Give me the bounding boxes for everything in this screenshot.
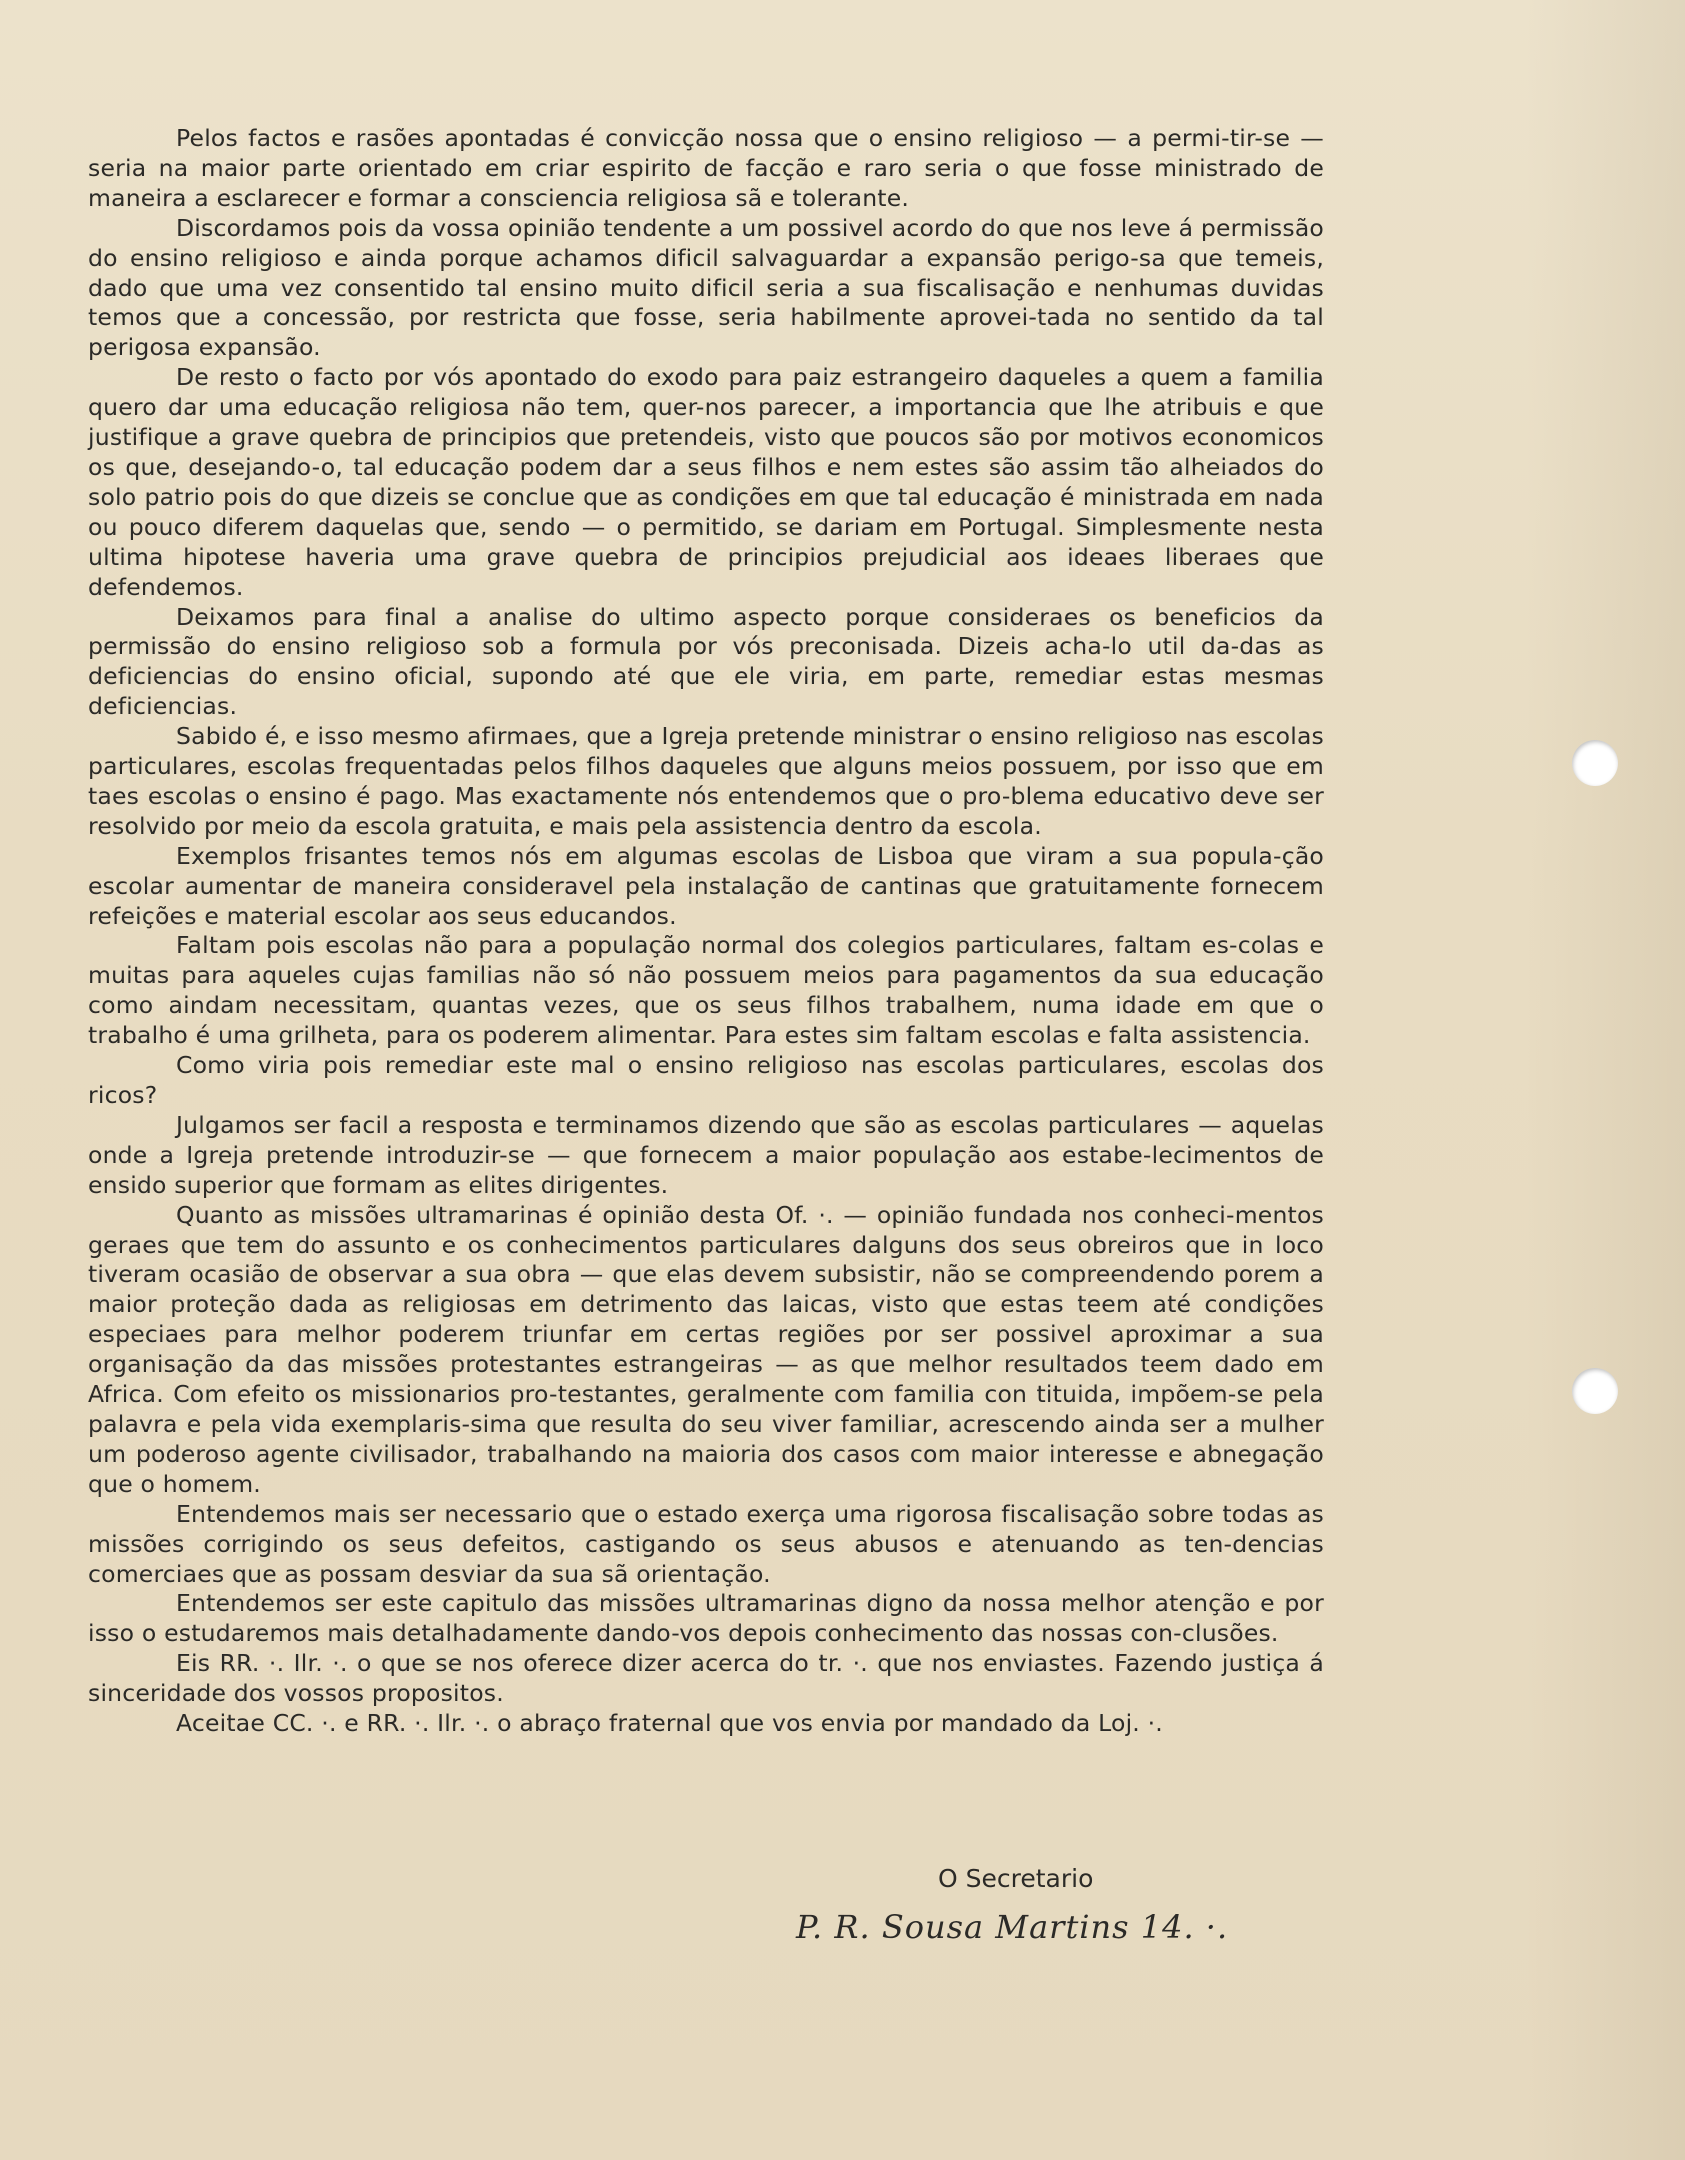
signature: P. R. Sousa Martins 14. ·.: [796, 1908, 1229, 1946]
letter-body: [88, 124, 1324, 1739]
paragraph: Entendemos mais ser necessario que o estado exerça uma rigorosa fiscalisação sobre todas as missões corrigindo os seus defeitos, castigando os seus abusos e atenuando as ten-dencias comerciaes que as possam desviar da sua sã orientação.: [88, 1499, 1324, 1588]
paragraph: Eis RR. ·. Ilr. ·. o que se nos oferece dizer acerca do tr. ·. que nos enviastes. Fazendo justiça á sinceridade dos vossos propositos.: [88, 1649, 1324, 1708]
punch-hole: [1572, 740, 1618, 786]
paragraph: Julgamos ser facil a resposta e terminamos dizendo que são as escolas particulares — aquelas onde a Igreja pretende introduzir-se — que fornecem a maior população aos estabe-lecimentos de ensido superior que formam as elites dirigentes.: [88, 1110, 1324, 1199]
paragraph: Entendemos ser este capitulo das missões ultramarinas digno da nossa melhor atenção e por isso o estudaremos mais detalhadamente dando-vos depois conhecimento das nossas con-clusões.: [88, 1589, 1324, 1648]
paragraph: Faltam pois escolas não para a população normal dos colegios particulares, faltam es-colas e muitas para aqueles cujas familias não só não possuem meios para pagamentos da sua educação como aindam necessitam, quantas vezes, que os seus filhos trabalhem, numa idade em que o trabalho é uma grilheta, para os poderem alimentar. Para estes sim faltam escolas e falta assistencia.: [88, 931, 1324, 1050]
paragraph: Aceitae CC. ·. e RR. ·. Ilr. ·. o abraço fraternal que vos envia por mandado da Loj. ·.: [176, 1709, 1163, 1738]
paragraph: Sabido é, e isso mesmo afirmaes, que a Igreja pretende ministrar o ensino religioso nas escolas particulares, escolas frequentadas pelos filhos daqueles que alguns meios possuem, por isso que em taes escolas o ensino é pago. Mas exactamente nós entendemos que o pro-blema educativo deve ser resolvido por meio da escola gratuita, e mais pela assistencia dentro da escola.: [88, 722, 1324, 840]
paragraph: Exemplos frisantes temos nós em algumas escolas de Lisboa que viram a sua popula-ção escolar aumentar de maneira consideravel pela instalação de cantinas que gratuitamente fornecem refeições e material escolar aos seus educandos.: [88, 841, 1324, 930]
paragraph: Quanto as missões ultramarinas é opinião desta Of. ·. — opinião fundada nos conheci-mentos geraes que tem do assunto e os conhecimentos particulares dalguns dos seus obreiros que in loco tiveram ocasião de observar a sua obra — que elas devem subsistir, não se compreendendo porem a maior proteção dada as religiosas em detrimento das laicas, visto que estas teem até condições especiaes para melhor poderem triunfar em certas regiões por ser possivel aproximar a sua organisação da das missões protestantes estrangeiras — as que melhor resultados teem dado em Africa. Com efeito os missionarios pro-testantes, geralmente com familia con tituida, impõem-se pela palavra e pela vida exemplaris-sima que resulta do seu viver familiar, acrescendo ainda ser a mulher um poderoso agente civilisador, trabalhando na maioria dos casos com maior interesse e abnegação que o homem.: [88, 1200, 1324, 1498]
paragraph: De resto o facto por vós apontado do exodo para paiz estrangeiro daqueles a quem a familia quero dar uma educação religiosa não tem, quer-nos parecer, a importancia que lhe atribuis e que justifique a grave quebra de principios que pretendeis, visto que poucos são por motivos economicos os que, desejando-o, tal educação podem dar a seus filhos e nem estes são assim tão alheiados do solo patrio pois do que dizeis se conclue que as condições em que tal educação é ministrada em nada ou pouco diferem daquelas que, sendo — o permitido, se dariam em Portugal. Simplesmente nesta ultima hipotese haveria uma grave quebra de principios prejudicial aos ideaes liberaes que defendemos.: [88, 363, 1324, 601]
paragraph: Discordamos pois da vossa opinião tendente a um possivel acordo do que nos leve á permissão do ensino religioso e ainda porque achamos dificil salvaguardar a expansão perigo-sa que temeis, dado que uma vez consentido tal ensino muito dificil seria a sua fiscalisação e nenhumas duvidas temos que a concessão, por restricta que fosse, seria habilmente aprovei-tada no sentido da tal perigosa expansão.: [88, 213, 1324, 362]
closing-title: O Secretario: [938, 1864, 1094, 1893]
paragraph: Deixamos para final a analise do ultimo aspecto porque consideraes os beneficios da permissão do ensino religioso sob a formula por vós preconisada. Dizeis acha-lo util da-das as deficiencias do ensino oficial, supondo até que ele viria, em parte, remediar estas mesmas deficiencias.: [88, 602, 1324, 721]
punch-hole: [1572, 1368, 1618, 1414]
page-edge-shade: [1525, 0, 1685, 2160]
paragraph: Como viria pois remediar este mal o ensino religioso nas escolas particulares, escolas dos ricos?: [88, 1051, 1324, 1109]
paragraph: Pelos factos e rasões apontadas é convicção nossa que o ensino religioso — a permi-tir-se — seria na maior parte orientado em criar espirito de facção e raro seria o que fosse ministrado de maneira a esclarecer e formar a consciencia religiosa sã e tolerante.: [88, 124, 1324, 212]
